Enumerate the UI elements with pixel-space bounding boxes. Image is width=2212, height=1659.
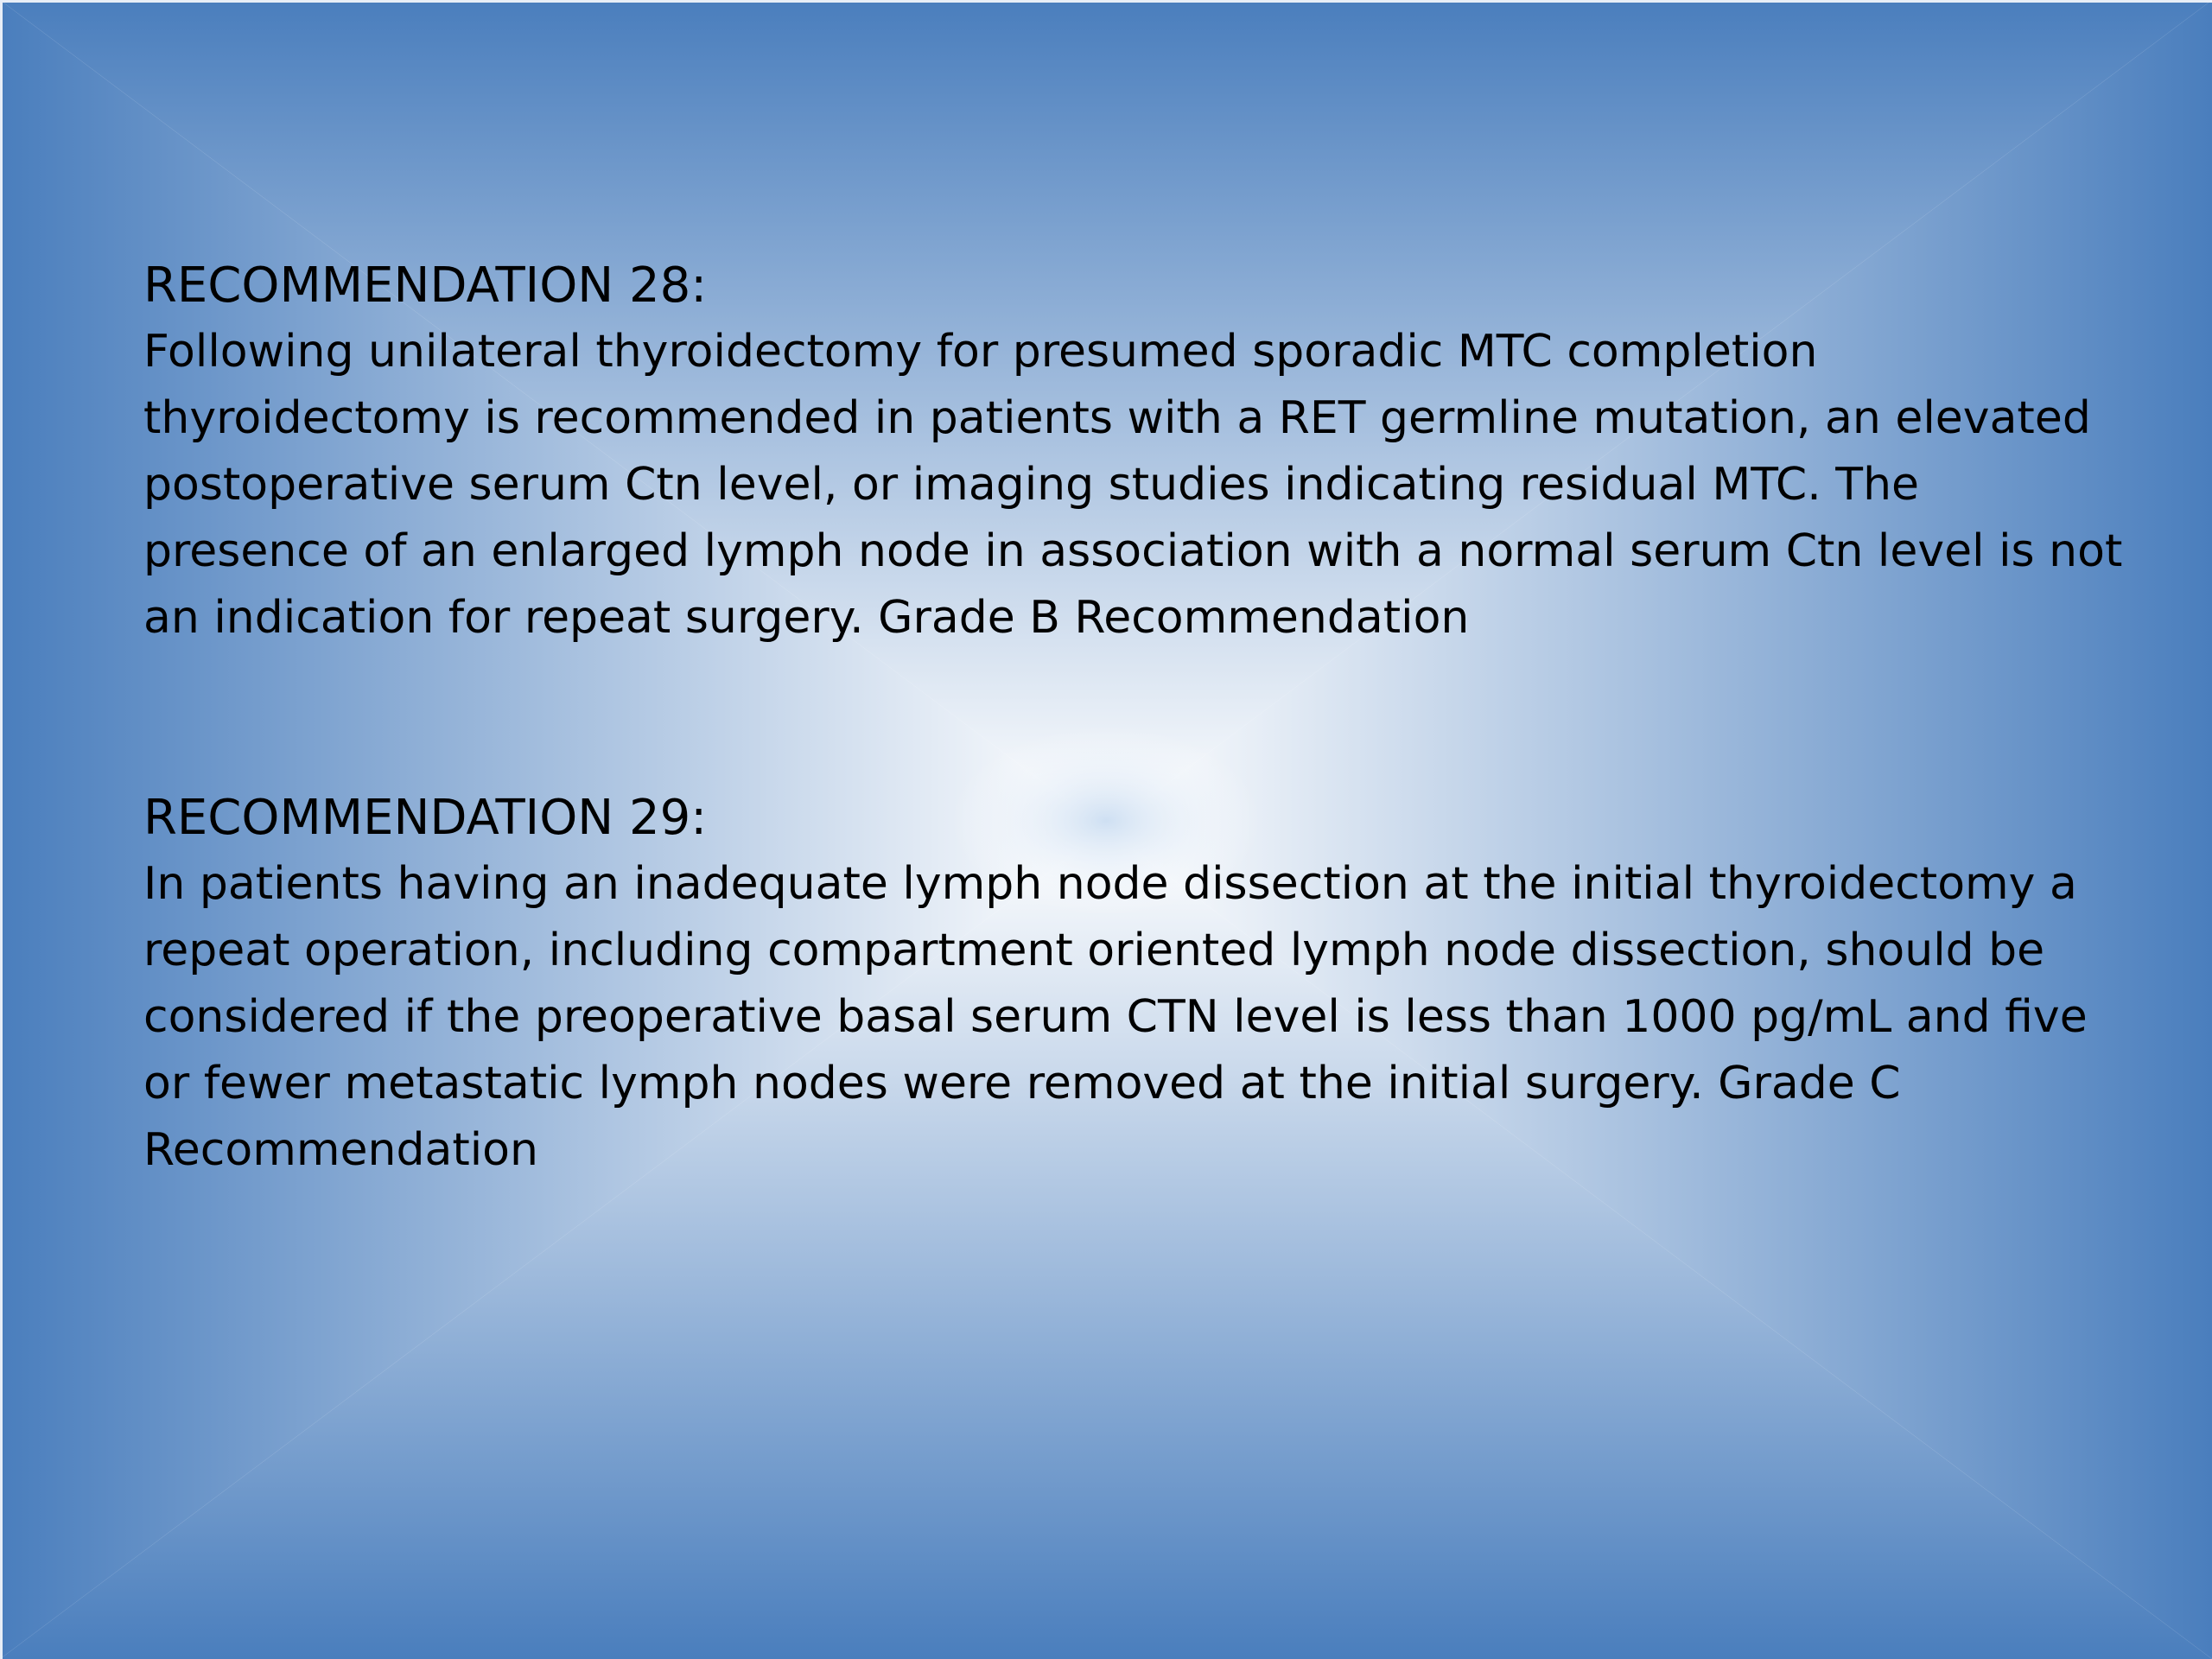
recommendation-28	[143, 252, 2131, 652]
recommendations	[143, 252, 2131, 1184]
recommendation-text: Following unilateral thyroidectomy for presumed sporadic MTC completion thyroidectomy is recommended in patients with a RET germline mutation, an elevated postoperative serum Ctn level, or imaging studies indicating residual MTC. The presence of an enlarged lymph node in association with a normal serum Ctn level is not an indication for repeat surgery. Grade B Recommendation	[143, 326, 2123, 644]
recommendation-heading: RECOMMENDATION 29:	[143, 790, 708, 846]
recommendation-heading: RECOMMENDATION 28:	[143, 257, 708, 314]
recommendation-text: In patients having an inadequate lymph node dissection at the initial thyroidectomy a repeat operation, including compartment oriented lymph node dissection, should be considered if the preoperative basal serum CTN level is less than 1000 pg/mL and five or fewer metastatic lymph nodes were removed at the initial surgery. Grade C Recommendation	[143, 858, 2088, 1176]
recommendation-29	[143, 785, 2131, 1184]
